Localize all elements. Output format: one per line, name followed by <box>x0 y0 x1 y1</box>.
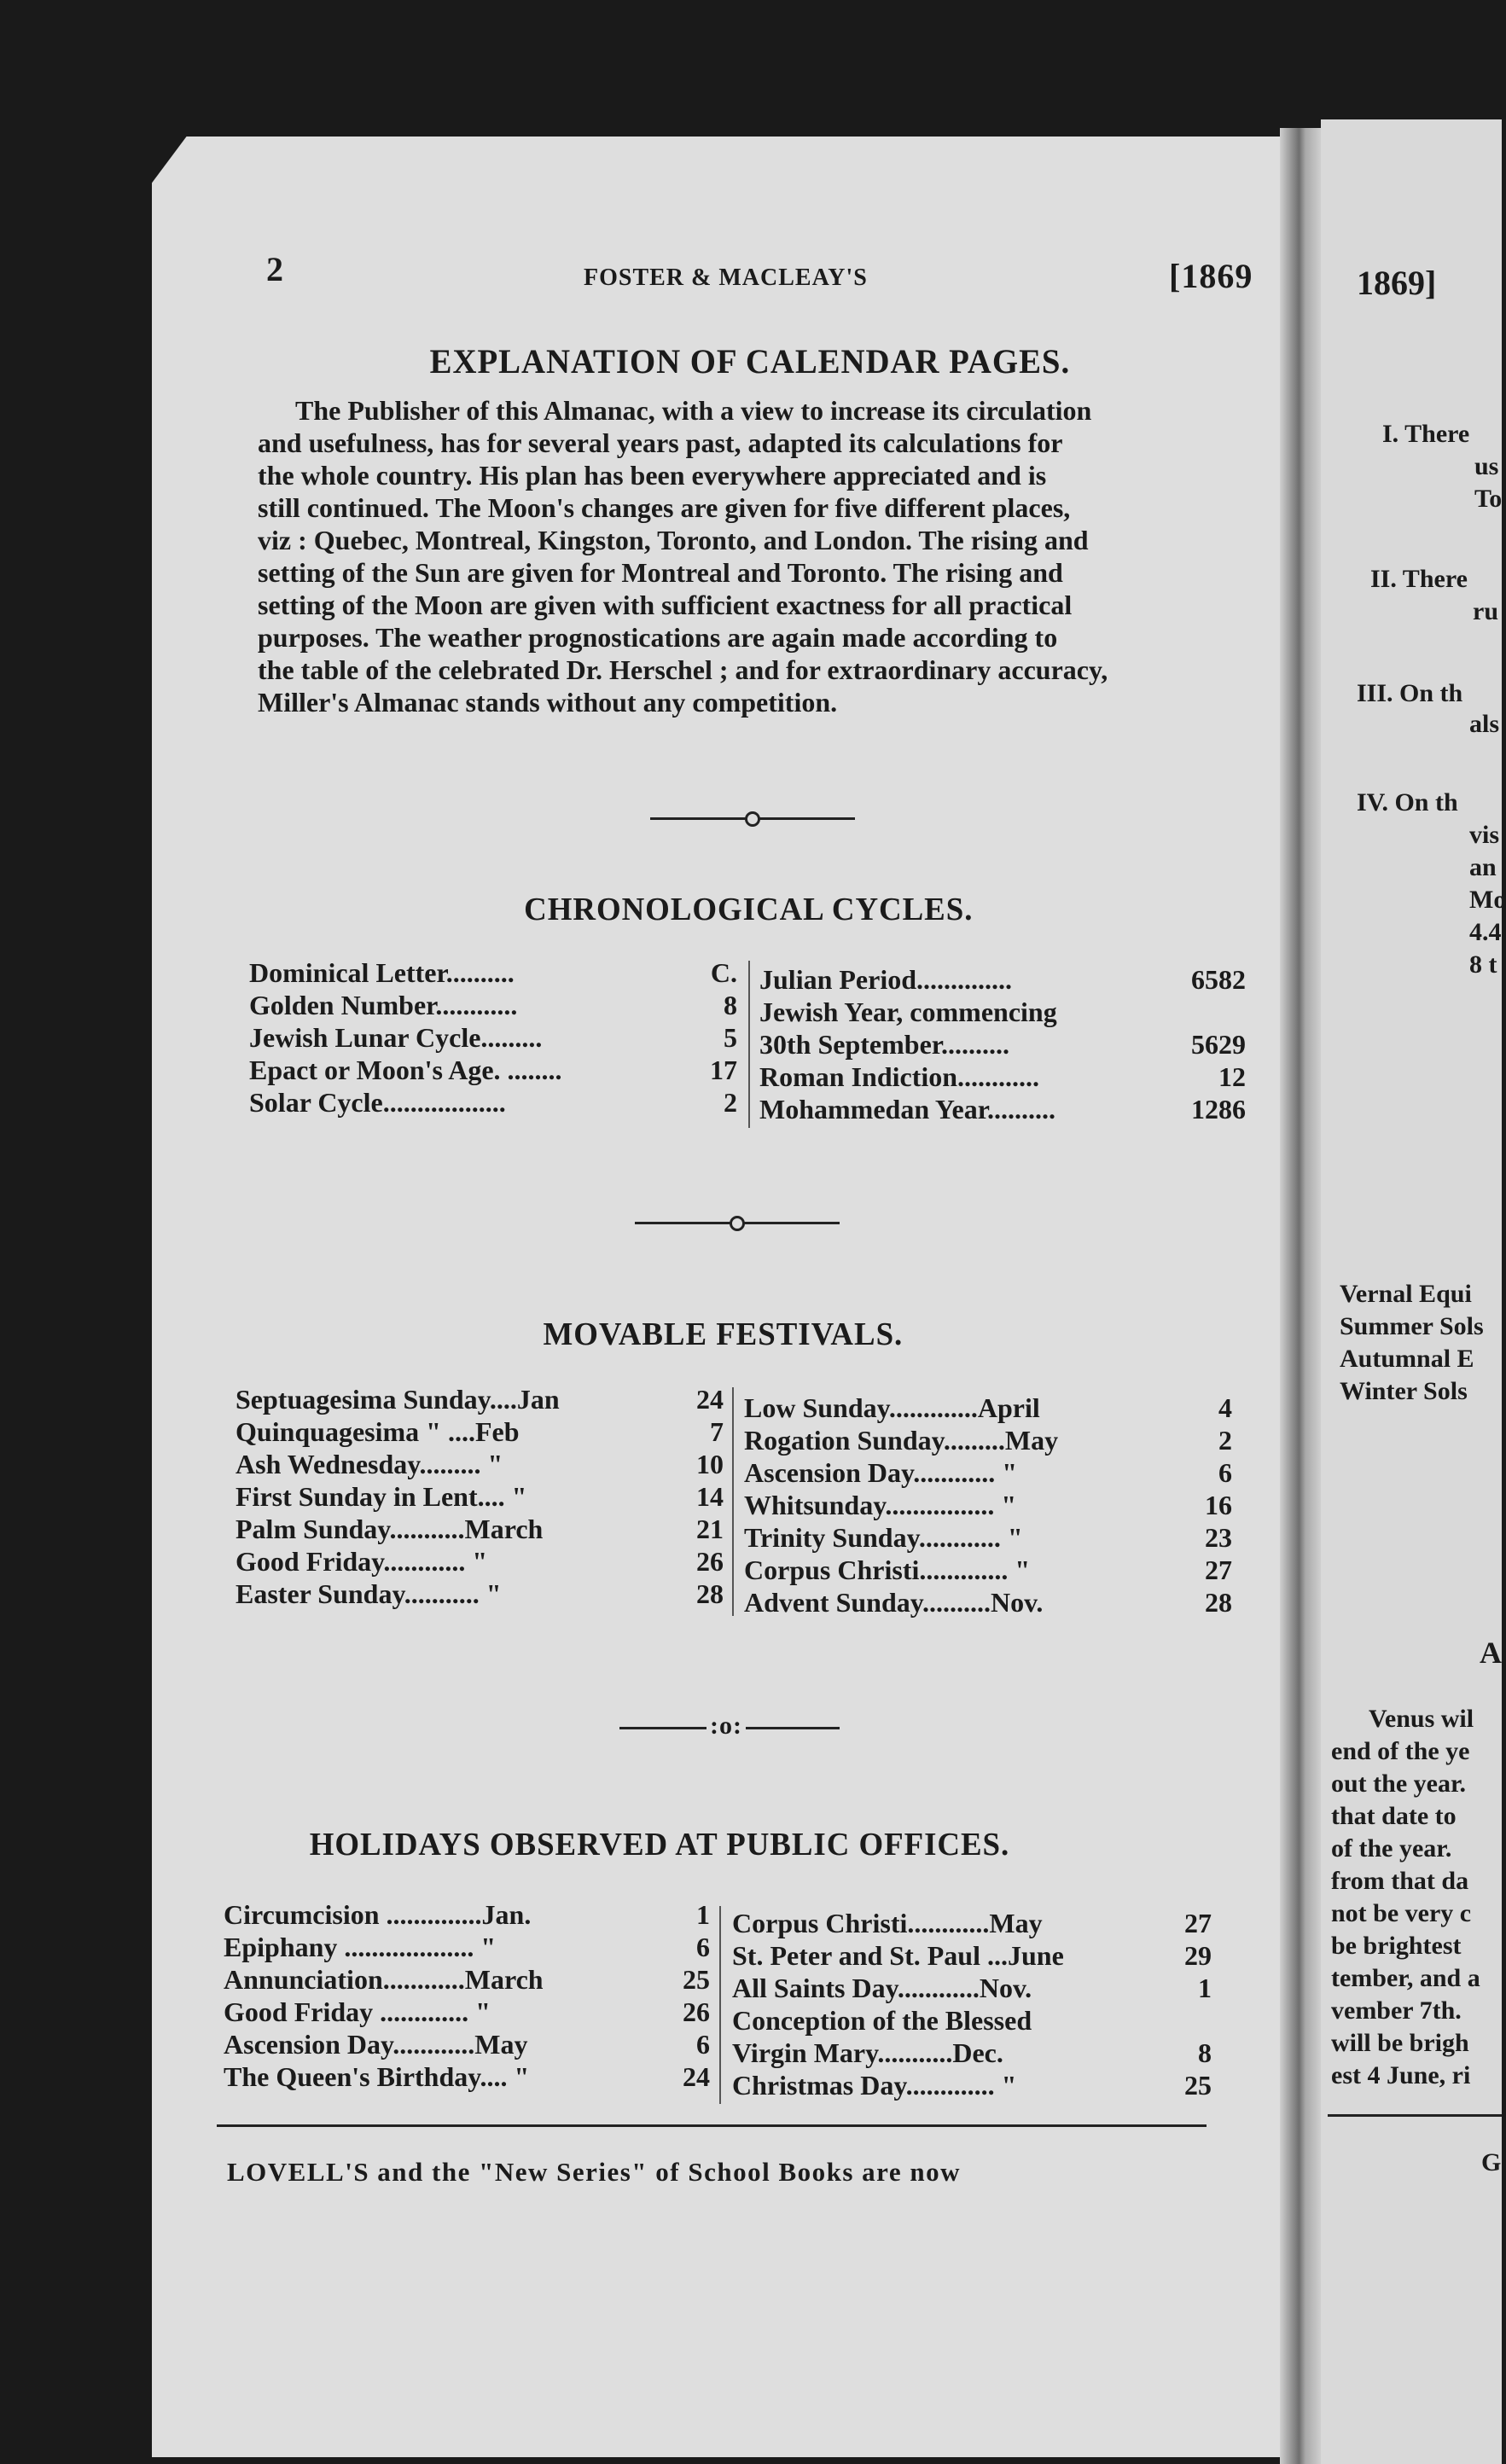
facing-line: G <box>1481 2148 1502 2176</box>
row-label: Good Friday............ " <box>235 1546 488 1577</box>
facing-line: III. On th <box>1357 679 1463 707</box>
table-row <box>759 1029 1246 1061</box>
facing-line: II. There <box>1370 565 1468 593</box>
row-label: Trinity Sunday............ " <box>744 1522 1023 1553</box>
row-value: 26 <box>683 1996 710 2027</box>
row-value: 6 <box>696 2029 710 2060</box>
row-value: 24 <box>696 1384 724 1415</box>
facing-line: A <box>1480 1636 1502 1670</box>
column-divider <box>719 1906 721 2104</box>
row-label: Julian Period.............. <box>759 964 1013 995</box>
row-label: Ash Wednesday......... " <box>235 1449 503 1479</box>
table-row <box>732 2037 1212 2069</box>
row-label: First Sunday in Lent.... " <box>235 1481 527 1512</box>
row-value: 25 <box>1184 2070 1212 2101</box>
facing-line: ru <box>1473 597 1498 625</box>
row-label: Advent Sunday..........Nov. <box>744 1587 1044 1618</box>
row-value: 6 <box>696 1932 710 1962</box>
row-value: 6582 <box>1191 964 1246 995</box>
table-row <box>249 990 737 1021</box>
facing-line: be brightest <box>1331 1932 1462 1960</box>
facing-line: als <box>1469 710 1500 738</box>
row-value: 25 <box>683 1964 710 1995</box>
movable-title: MOVABLE FESTIVALS. <box>543 1316 904 1352</box>
column-divider <box>748 961 750 1128</box>
chronological-title: CHRONOLOGICAL CYCLES. <box>524 892 974 927</box>
row-label: The Queen's Birthday.... " <box>224 2061 530 2092</box>
table-row <box>732 2005 1212 2037</box>
table-row <box>732 2070 1212 2101</box>
explanation-paragraph <box>258 394 1260 718</box>
row-value: C. <box>710 957 737 988</box>
facing-line: not be very c <box>1331 1899 1472 1927</box>
row-value: 1286 <box>1191 1094 1246 1124</box>
row-value: 6 <box>1218 1457 1232 1488</box>
table-row <box>249 1087 737 1119</box>
table-row <box>249 1055 737 1086</box>
table-row <box>732 1908 1212 1939</box>
facing-line: will be brigh <box>1331 2029 1469 2057</box>
book-gutter <box>1280 128 1323 2464</box>
running-title: FOSTER & MACLEAY'S <box>584 264 868 291</box>
table-row <box>235 1384 724 1415</box>
row-value: 7 <box>710 1416 724 1447</box>
facing-line: IV. On th <box>1357 788 1458 816</box>
facing-rule <box>1328 2114 1502 2117</box>
facing-line: 4.4 <box>1469 918 1502 946</box>
facing-line: vis <box>1469 821 1500 849</box>
facing-line: from that da <box>1331 1867 1469 1895</box>
row-value: 2 <box>1218 1425 1232 1456</box>
divider-ornament <box>745 811 760 827</box>
row-value: 8 <box>724 990 737 1020</box>
facing-line: Winter Sols <box>1340 1377 1468 1405</box>
row-value: 5 <box>724 1022 737 1053</box>
row-label: Epiphany ................... " <box>224 1932 497 1962</box>
row-label: Corpus Christi............. " <box>744 1555 1031 1585</box>
row-label: Septuagesima Sunday....Jan <box>235 1384 560 1415</box>
row-label: Circumcision ..............Jan. <box>224 1899 532 1930</box>
facing-line: Autumnal E <box>1340 1345 1474 1373</box>
row-label: Rogation Sunday.........May <box>744 1425 1059 1456</box>
row-label: Ascension Day............May <box>224 2029 528 2060</box>
facing-line: that date to <box>1331 1802 1457 1830</box>
explanation-line: The Publisher of this Almanac, with a view to increase its circulation <box>295 395 1092 426</box>
table-row <box>744 1587 1232 1618</box>
table-row <box>732 1940 1212 1972</box>
explanation-line: and usefulness, has for several years past, adapted its calculations for <box>258 427 1063 458</box>
row-label: Virgin Mary...........Dec. <box>732 2037 1003 2068</box>
table-row <box>759 1094 1246 1125</box>
facing-line: Summer Sols <box>1340 1312 1484 1340</box>
row-value: 21 <box>696 1514 724 1544</box>
row-value: 27 <box>1184 1908 1212 1938</box>
facing-line: Mo <box>1469 886 1506 914</box>
row-label: Corpus Christi............May <box>732 1908 1043 1938</box>
row-value: 8 <box>1198 2037 1212 2068</box>
row-label: Golden Number............ <box>249 990 518 1020</box>
row-label: Ascension Day............ " <box>744 1457 1018 1488</box>
row-label: St. Peter and St. Paul ...June <box>732 1940 1064 1971</box>
table-row <box>744 1490 1232 1521</box>
table-row <box>744 1457 1232 1489</box>
row-value: 5629 <box>1191 1029 1246 1060</box>
table-row <box>744 1425 1232 1456</box>
table-row <box>224 1996 710 2028</box>
explanation-line: still continued. The Moon's changes are given for five different places, <box>258 492 1071 523</box>
explanation-line: purposes. The weather prognostications are again made according to <box>258 622 1058 653</box>
row-label: Epact or Moon's Age. ........ <box>249 1055 562 1085</box>
column-divider <box>732 1387 734 1616</box>
row-value: 10 <box>696 1449 724 1479</box>
facing-line: vember 7th. <box>1331 1996 1462 2025</box>
facing-line: Venus wil <box>1369 1705 1474 1733</box>
explanation-line: viz : Quebec, Montreal, Kingston, Toronto, and London. The rising and <box>258 525 1089 555</box>
facing-line: end of the ye <box>1331 1737 1470 1765</box>
row-label: Whitsunday................ " <box>744 1490 1017 1520</box>
header-year: [1869 <box>1169 257 1253 295</box>
explanation-line: setting of the Sun are given for Montreal and Toronto. The rising and <box>258 557 1063 588</box>
row-value: 28 <box>1205 1587 1232 1618</box>
table-row <box>224 1899 710 1931</box>
facing-line: of the year. <box>1331 1834 1452 1863</box>
facing-line: us <box>1474 452 1499 480</box>
row-label: Mohammedan Year.......... <box>759 1094 1055 1124</box>
row-label: Jewish Year, commencing <box>759 997 1057 1027</box>
table-row <box>235 1578 724 1610</box>
table-row <box>235 1481 724 1513</box>
table-row <box>759 1061 1246 1093</box>
row-label: Conception of the Blessed <box>732 2005 1032 2036</box>
table-row <box>224 2029 710 2060</box>
row-label: Quinquagesima " ....Feb <box>235 1416 520 1447</box>
table-row <box>249 1022 737 1054</box>
explanation-line: the whole country. His plan has been everywhere appreciated and is <box>258 460 1047 491</box>
row-value: 12 <box>1218 1061 1246 1092</box>
table-row <box>224 1964 710 1996</box>
row-value: 16 <box>1205 1490 1232 1520</box>
row-value: 1 <box>696 1899 710 1930</box>
row-label: Dominical Letter.......... <box>249 957 515 988</box>
facing-line: Vernal Equi <box>1340 1280 1472 1308</box>
table-row <box>235 1546 724 1578</box>
table-row <box>249 957 737 989</box>
facing-line: an <box>1469 853 1497 881</box>
table-row <box>759 997 1246 1028</box>
row-label: Christmas Day............. " <box>732 2070 1017 2101</box>
table-row <box>235 1416 724 1448</box>
explanation-title: EXPLANATION OF CALENDAR PAGES. <box>429 342 1071 381</box>
row-label: 30th September.......... <box>759 1029 1010 1060</box>
row-value: 23 <box>1205 1522 1232 1553</box>
footer-advert: LOVELL'S and the "New Series" of School Books are now <box>227 2157 962 2187</box>
divider-ornament: :o: <box>706 1711 746 1740</box>
facing-line: To <box>1474 485 1503 513</box>
table-row <box>235 1449 724 1480</box>
row-label: Roman Indiction............ <box>759 1061 1040 1092</box>
footer-rule <box>217 2124 1207 2127</box>
facing-year: 1869] <box>1357 264 1437 302</box>
row-value: 28 <box>696 1578 724 1609</box>
row-value: 2 <box>724 1087 737 1118</box>
facing-line: tember, and a <box>1331 1964 1480 1992</box>
row-label: Palm Sunday...........March <box>235 1514 544 1544</box>
row-label: Good Friday ............. " <box>224 1996 491 2027</box>
row-value: 27 <box>1205 1555 1232 1585</box>
table-row <box>759 964 1246 996</box>
row-label: Annunciation............March <box>224 1964 544 1995</box>
table-row <box>235 1514 724 1545</box>
row-value: 26 <box>696 1546 724 1577</box>
table-row <box>744 1522 1232 1554</box>
table-row <box>744 1392 1232 1424</box>
holidays-title: HOLIDAYS OBSERVED AT PUBLIC OFFICES. <box>309 1827 1010 1863</box>
facing-line: est 4 June, ri <box>1331 2061 1471 2089</box>
row-label: Low Sunday.............April <box>744 1392 1040 1423</box>
row-label: All Saints Day............Nov. <box>732 1973 1032 2003</box>
divider-ornament <box>730 1216 745 1231</box>
row-label: Easter Sunday........... " <box>235 1578 502 1609</box>
facing-line: 8 t <box>1469 950 1497 979</box>
table-row <box>732 1973 1212 2004</box>
explanation-line: setting of the Moon are given with sufficient exactness for all practical <box>258 590 1073 620</box>
row-value: 4 <box>1218 1392 1232 1423</box>
table-row <box>224 2061 710 2093</box>
row-value: 17 <box>710 1055 737 1085</box>
table-row <box>744 1555 1232 1586</box>
table-row <box>224 1932 710 1963</box>
explanation-line: the table of the celebrated Dr. Herschel ; and for extraordinary accuracy, <box>258 654 1108 685</box>
page-number: 2 <box>266 250 284 288</box>
explanation-line: Miller's Almanac stands without any competition. <box>258 687 838 718</box>
facing-line: I. There <box>1382 420 1470 448</box>
facing-line: out the year. <box>1331 1770 1467 1798</box>
row-label: Solar Cycle.................. <box>249 1087 506 1118</box>
row-value: 24 <box>683 2061 710 2092</box>
row-label: Jewish Lunar Cycle......... <box>249 1022 543 1053</box>
row-value: 14 <box>696 1481 724 1512</box>
row-value: 1 <box>1198 1973 1212 2003</box>
row-value: 29 <box>1184 1940 1212 1971</box>
